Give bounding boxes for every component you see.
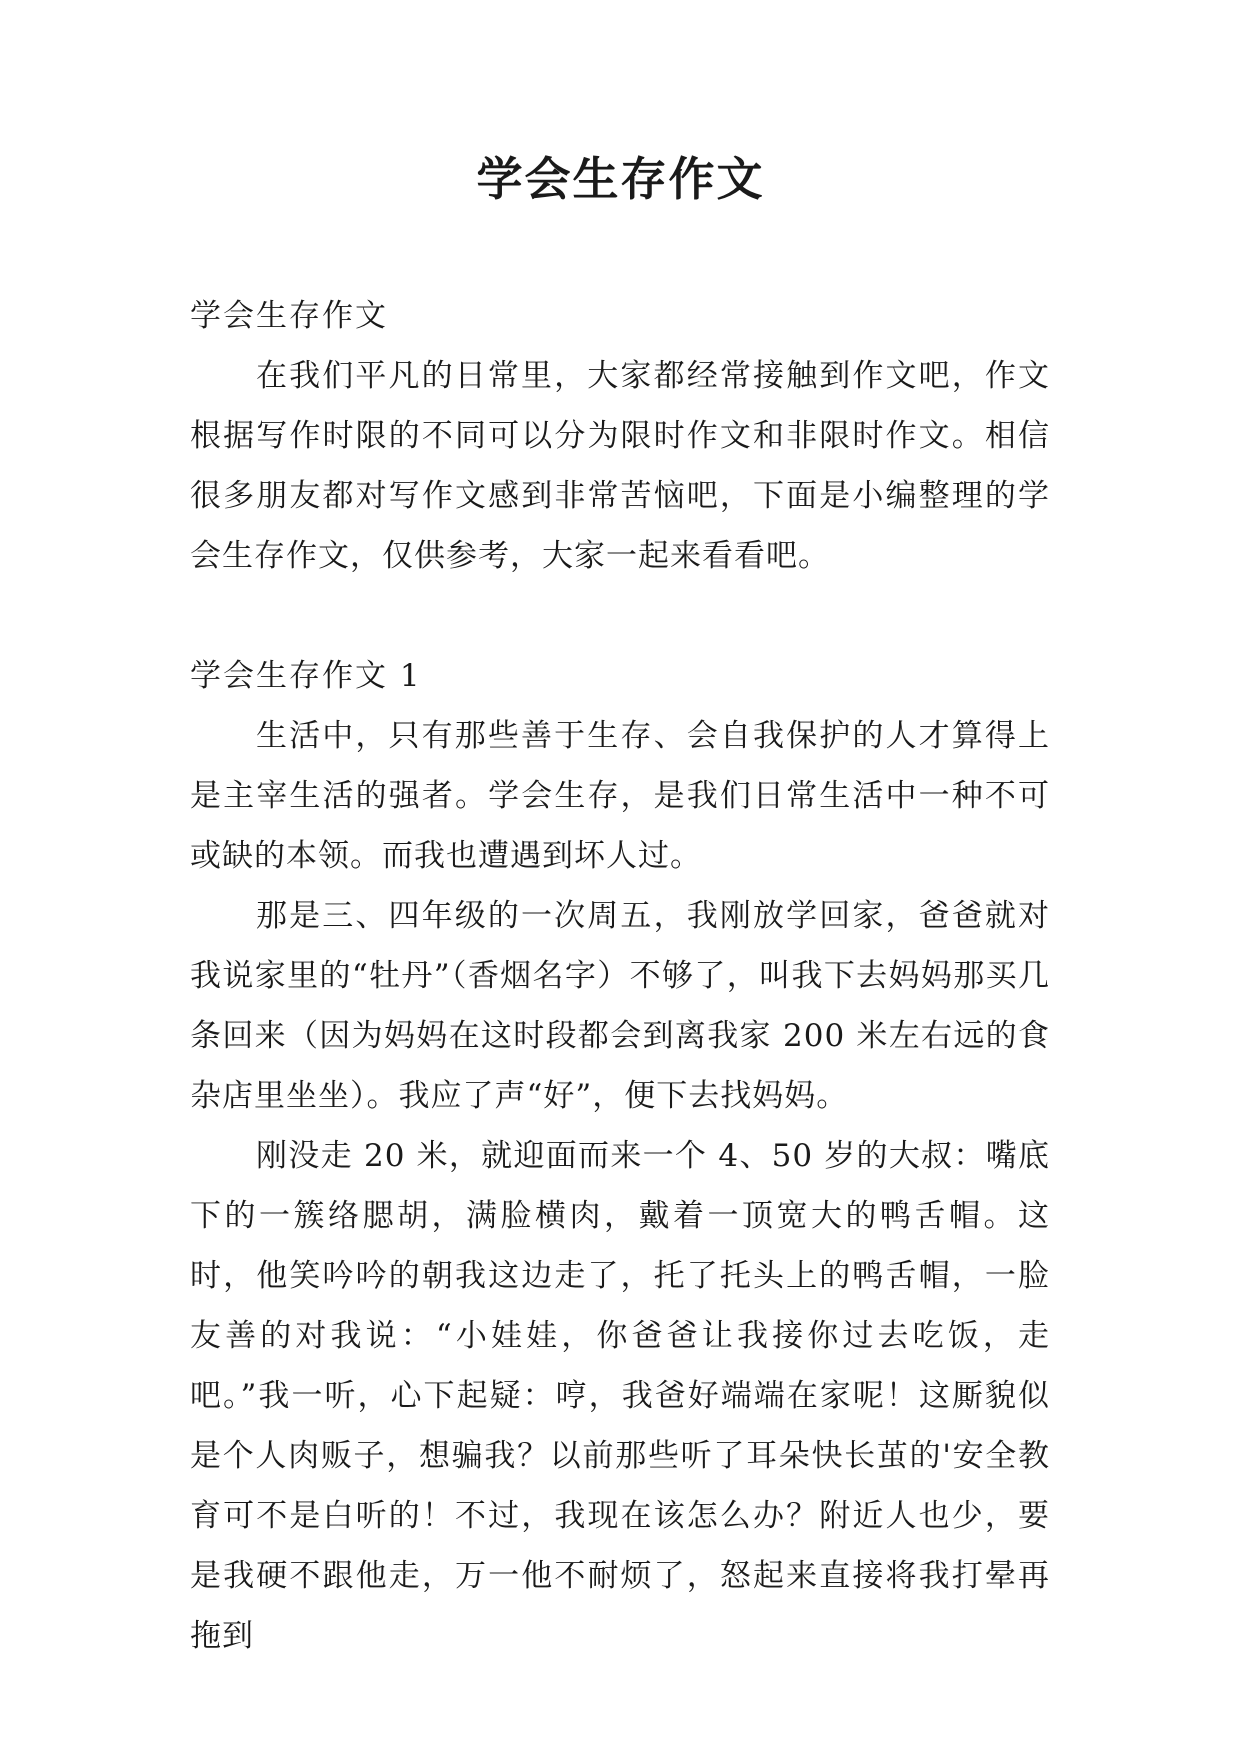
intro-paragraph: 在我们平凡的日常里，大家都经常接触到作文吧，作文根据写作时限的不同可以分为限时作文和非限时作文。相信很多朋友都对写作文感到非常苦恼吧，下面是小编整理的学会生存作文，仅供参考，大家一起来看看吧。 bbox=[190, 358, 1050, 574]
document-title: 学会生存作文 bbox=[476, 152, 765, 206]
intro-heading: 学会生存作文 bbox=[190, 298, 388, 334]
section-1-heading: 学会生存作文 1 bbox=[190, 658, 422, 694]
section-1-paragraph-1: 生活中，只有那些善于生存、会自我保护的人才算得上是主宰生活的强者。学会生存，是我们日常生活中一种不可或缺的本领。而我也遭遇到坏人过。 bbox=[190, 718, 1050, 874]
document-body bbox=[190, 286, 1050, 1666]
section-spacer bbox=[190, 586, 1050, 646]
section-1-paragraph-3: 刚没走 20 米，就迎面而来一个 4、50 岁的大叔：嘴底下的一簇络腮胡，满脸横肉，戴着一顶宽大的鸭舌帽。这时，他笑吟吟的朝我这边走了，托了托头上的鸭舌帽，一脸友善的对我说：“小娃娃，你爸爸让我接你过去吃饭，走吧。”我一听，心下起疑：哼，我爸好端端在家呢！这厮貌似是个人肉贩子，想骗我？以前那些听了耳朵快长茧的'安全教育可不是白听的！不过，我现在该怎么办？附近人也少，要是我硬不跟他走，万一他不耐烦了，怒起来直接将我打晕再拖到 bbox=[190, 1138, 1050, 1654]
section-1-paragraph-2: 那是三、四年级的一次周五，我刚放学回家，爸爸就对我说家里的“牡丹”（香烟名字）不够了，叫我下去妈妈那买几条回来（因为妈妈在这时段都会到离我家 200 米左右远的食杂店里坐坐）。我应了声“好”，便下去找妈妈。 bbox=[190, 898, 1050, 1114]
